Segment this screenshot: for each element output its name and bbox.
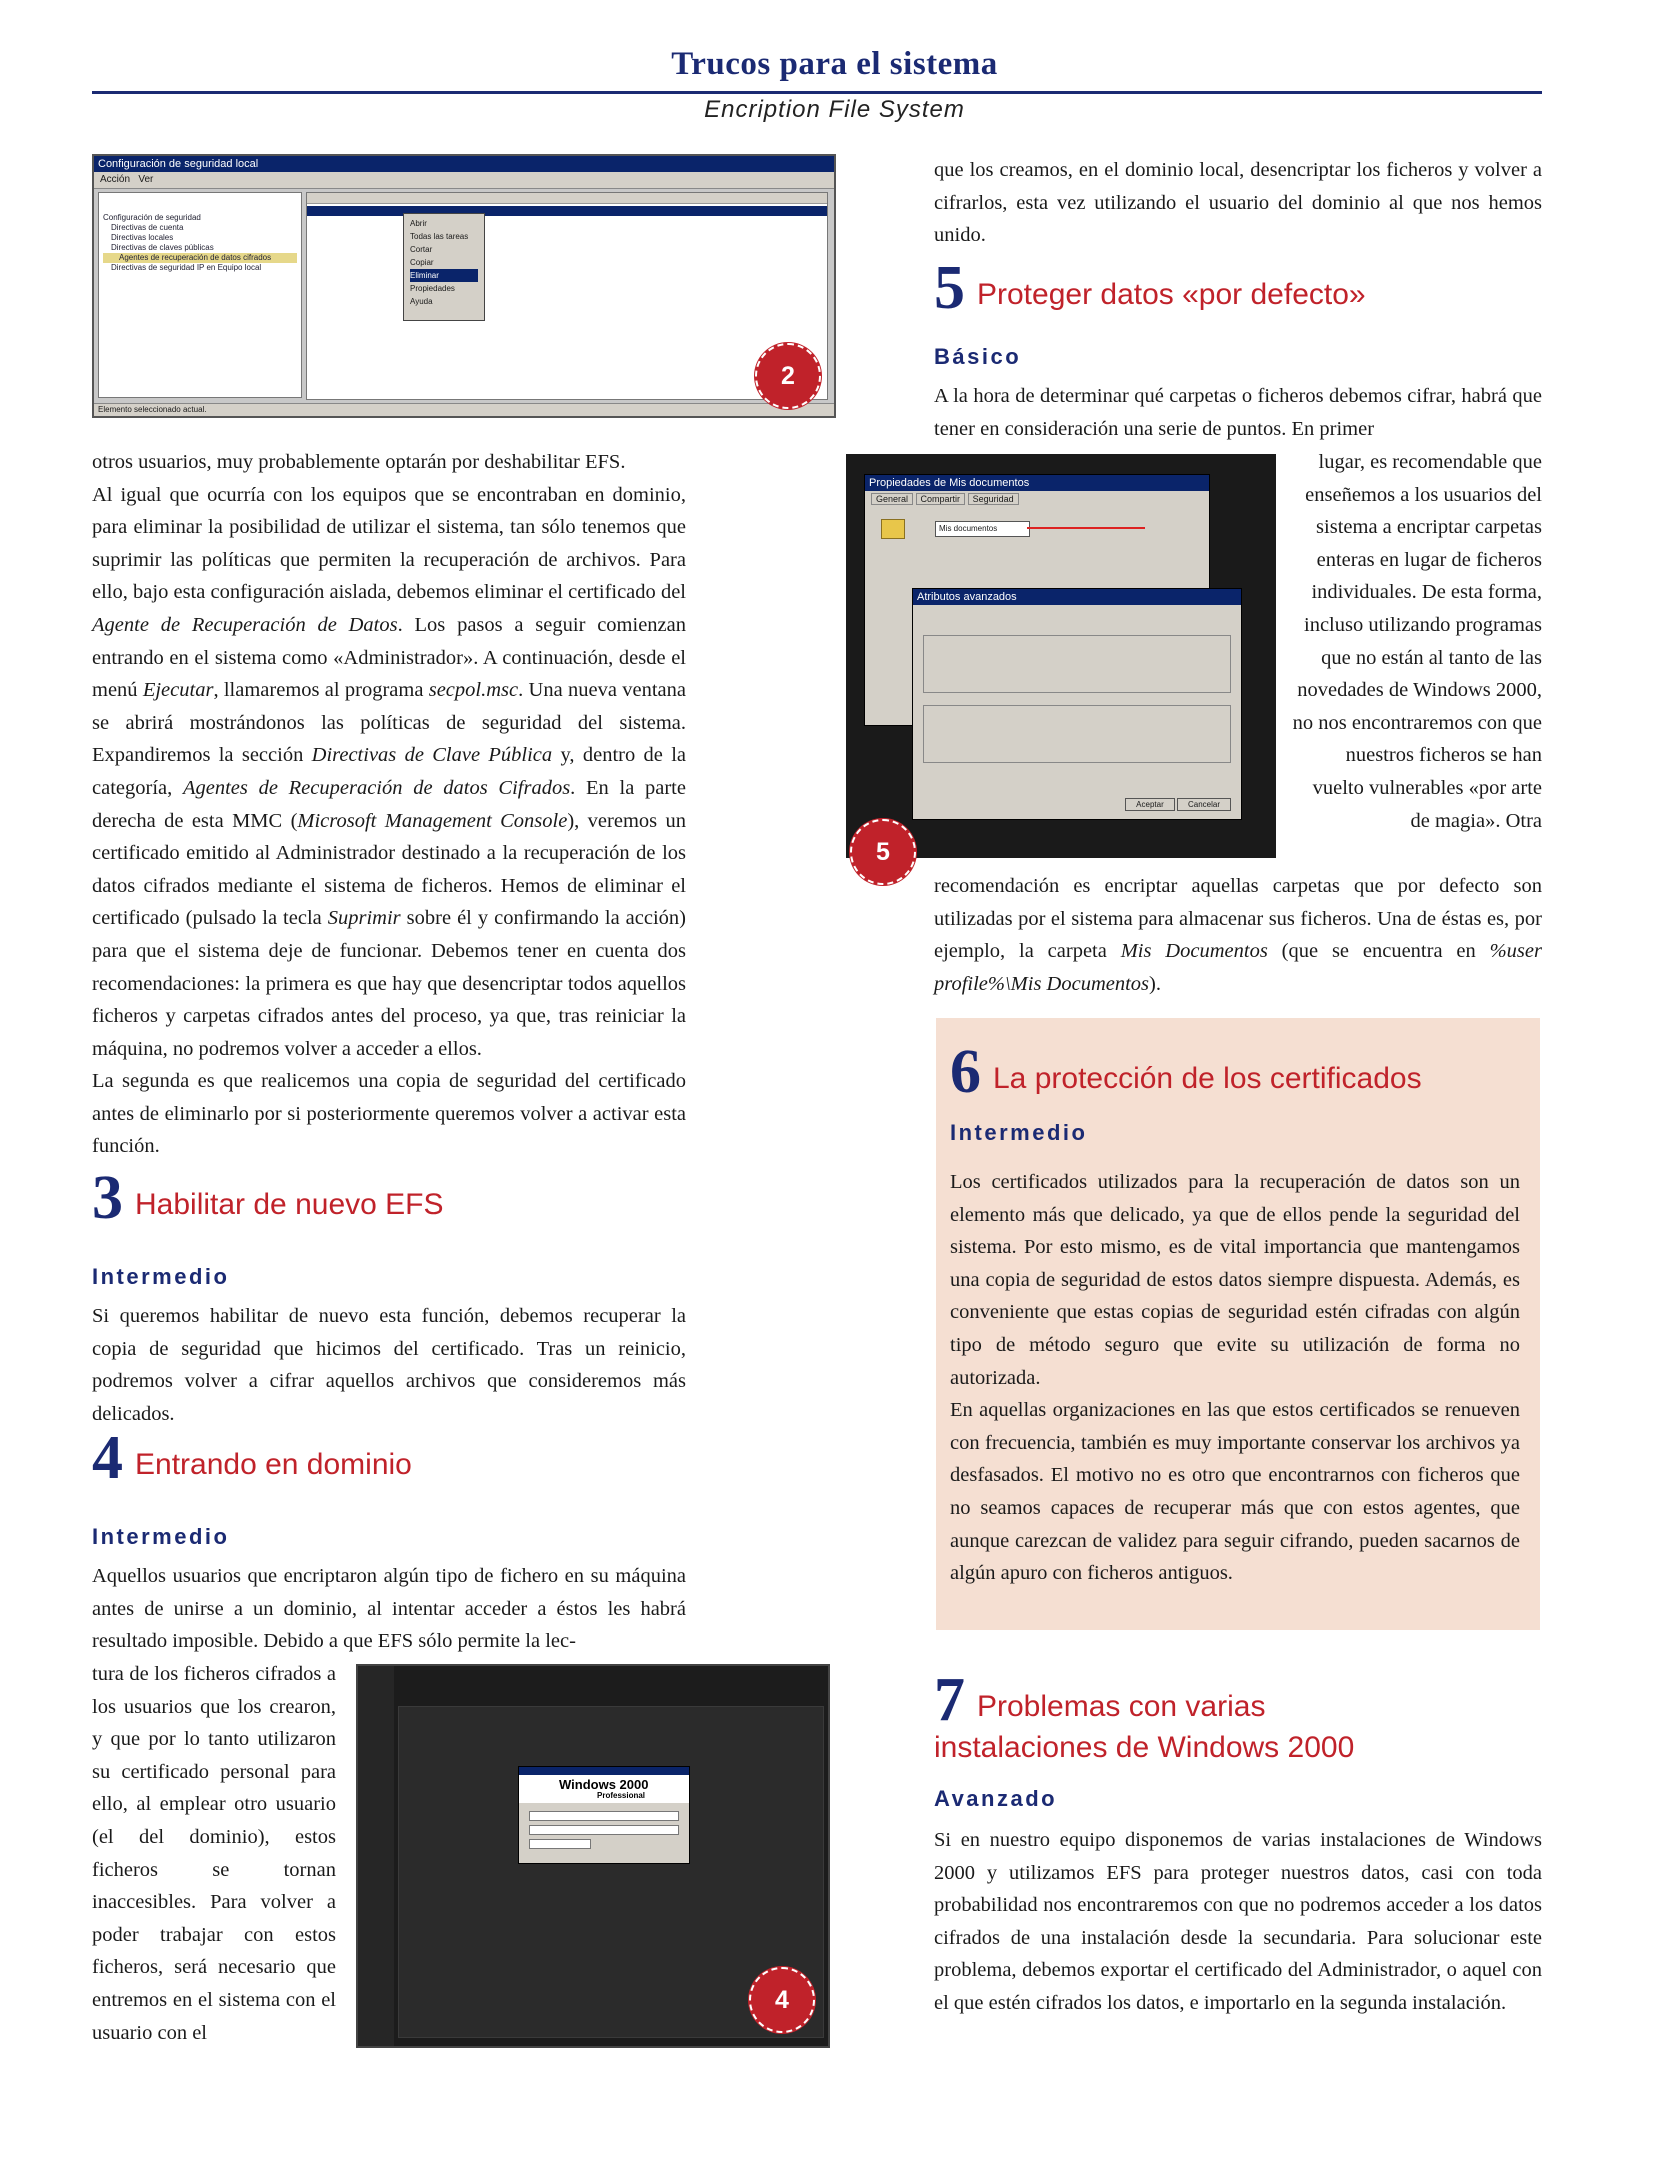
fig2-tree-item: Agentes de recuperación de datos cifrados bbox=[103, 253, 297, 263]
running-header-title: Trucos para el sistema bbox=[671, 46, 998, 82]
right-paragraph-top: que los creamos, en el dominio local, desencriptar los ficheros y volver a cifrarlos, esta vez utilizando el usuario del dominio al que nos hemos unido. bbox=[934, 159, 1542, 247]
running-header-subtitle: Encription File System bbox=[704, 96, 965, 123]
fig5-subdialog-title: Atributos avanzados bbox=[913, 589, 1241, 605]
fig2-menu-action: Acción bbox=[100, 174, 131, 185]
fig4-login-dialog bbox=[518, 1766, 690, 1864]
left-paragraph-3: La segunda es que realicemos una copia de seguridad del certificado antes de eliminarlo por si posteriormente queremos volver a activar esta función. bbox=[92, 1070, 686, 1158]
figure-5-screenshot bbox=[846, 454, 1276, 858]
section-5-body-a: A la hora de determinar qué carpetas o ficheros debemos cifrar, habrá que tener en consideración una serie de puntos. En primer bbox=[934, 385, 1542, 440]
section-4-level: Intermedio bbox=[92, 1524, 230, 1549]
fig2-tree-item: Directivas de seguridad IP en Equipo local bbox=[111, 263, 262, 272]
section-7-heading: 7 Problemas con varias instalaciones de Windows 2000 bbox=[934, 1670, 1542, 1766]
fig5-tab: Seguridad bbox=[968, 493, 1019, 505]
section-6-paragraph-1: Los certificados utilizados para la recuperación de datos son un elemento más que delicado, ya que de ellos pende la seguridad del sistema. Por esto mismo, es de vital importancia que mantengamos una copia de seguridad de estos datos siempre dispuesta. Además, es conveniente que estas copias de seguridad estén cifradas con algún tipo de método seguro que evite su utilización de forma no autorizada. bbox=[950, 1171, 1520, 1389]
section-6-number: 6 bbox=[950, 1038, 981, 1106]
fig5-folder-name: Mis documentos bbox=[935, 521, 1030, 537]
section-7-number: 7 bbox=[934, 1666, 965, 1734]
section-7-heading-line-2: instalaciones de Windows 2000 bbox=[934, 1731, 1355, 1764]
section-4-body-b: tura de los ficheros cifrados a los usuarios que los crearon, y que por lo tanto utilizaron su certificado personal para ello, al emplear otro usuario (el del dominio), estos ficheros se tornan inaccesibles. Para volver a poder trabajar con estos ficheros, será necesario que entremos en el sistema con el usuario con el bbox=[92, 1663, 336, 2044]
section-3-level: Intermedio bbox=[92, 1264, 230, 1289]
fig5-cancel-button: Cancelar bbox=[1177, 798, 1231, 811]
section-3-heading: 3 Habilitar de nuevo EFS bbox=[92, 1164, 444, 1232]
fig2-menu-item: Abrir bbox=[410, 219, 427, 228]
fig5-dialog-title: Propiedades de Mis documentos bbox=[865, 475, 1209, 491]
fig5-tab: Compartir bbox=[916, 493, 966, 505]
fig2-menu-view: Ver bbox=[138, 174, 154, 185]
figure-5-badge: 5 bbox=[850, 819, 916, 885]
section-5-body-b: lugar, es recomendable que enseñemos a los usuarios del sistema a encriptar carpetas enteras en lugar de ficheros individuales. De esta forma, incluso utilizando programas que no están al tanto de las novedades de Windows 2000, no nos encontraremos con que nuestros ficheros se han vuelto vulnerables «por arte de magia». Otra bbox=[1292, 451, 1542, 832]
fig2-tree-item: Directivas de cuenta bbox=[111, 223, 184, 232]
section-3-number: 3 bbox=[92, 1164, 123, 1232]
left-paragraph-2: Al igual que ocurría con los equipos que se encontraban en dominio, para eliminar la posibilidad de utilizar el sistema, tan sólo tenemos que suprimir las políticas que permiten la recuperación de archivos. Para ello, bajo esta configuración aislada, debemos eliminar el certificado del Agente de Recuperación de Datos. Los pasos a seguir comienzan entrando en el sistema como «Administrador». A continuación, desde el menú Ejecutar, llamaremos al programa secpol.msc. Una nueva ventana se abrirá mostrándonos las políticas de seguridad del sistema. Expandiremos la sección Directivas de Clave Pública y, dentro de la categoría, Agentes de Recuperación de datos Cifrados. En la parte derecha de esta MMC (Microsoft Management Console), veremos un certificado emitido al Administrador destinado a la recuperación de los datos cifrados mediante el sistema de ficheros. Hemos de eliminar el certificado (pulsado la tecla Suprimir sobre él y confirmando la acción) para que el sistema deje de funcionar. Debemos tener en cuenta dos recomendaciones: la primera es que hay que desencriptar todos aquellos ficheros y carpetas cifrados antes del proceso, ya que, tras reiniciar la máquina, no podremos volver a acceder a ellos. bbox=[92, 483, 687, 1060]
fig2-context-menu bbox=[403, 213, 485, 321]
folder-icon bbox=[881, 519, 905, 539]
section-4-heading: 4 Entrando en dominio bbox=[92, 1424, 412, 1492]
section-6-heading: 6 La protección de los certificados bbox=[950, 1038, 1422, 1106]
section-5-heading: 5 Proteger datos «por defecto» bbox=[934, 254, 1366, 322]
section-6-level: Intermedio bbox=[950, 1120, 1088, 1145]
section-4-number: 4 bbox=[92, 1424, 123, 1492]
fig5-advanced-dialog bbox=[912, 588, 1242, 820]
section-6-paragraph-2: En aquellas organizaciones en las que estos certificados se renueven con frecuencia, también es muy importante conservar los archivos ya desfasados. El motivo no es otro que encontrarnos con ficheros que no seamos capaces de recuperar más que con estos agentes, que aunque carezcan de validez para seguir cifrando, pueden sacarnos de algún apuro con ficheros antiguos. bbox=[950, 1399, 1520, 1585]
fig5-tab: General bbox=[871, 493, 913, 505]
section-5-level: Básico bbox=[934, 344, 1022, 369]
section-7-level: Avanzado bbox=[934, 1786, 1058, 1811]
header-rule bbox=[92, 91, 1542, 94]
fig2-menu-item: Ayuda bbox=[410, 297, 433, 306]
fig2-tree-item: Directivas locales bbox=[111, 233, 174, 242]
fig2-menu-item: Propiedades bbox=[410, 284, 455, 293]
fig2-tree-item: Directivas de claves públicas bbox=[111, 243, 214, 252]
fig2-status-bar: Elemento seleccionado actual. bbox=[94, 403, 836, 416]
section-5-body-c: recomendación es encriptar aquellas carpetas que por defecto son utilizadas por el sistema para almacenar sus ficheros. Una de éstas es, por ejemplo, la carpeta Mis Documentos (que se encuentra en %user profile%\Mis Documentos). bbox=[934, 875, 1542, 995]
fig2-tree-item: Configuración de seguridad bbox=[103, 213, 201, 222]
left-paragraph-1: otros usuarios, muy probablemente optarán por deshabilitar EFS. bbox=[92, 451, 626, 473]
fig2-menu-item: Copiar bbox=[410, 258, 434, 267]
fig4-windows-logo: Windows 2000 bbox=[559, 1777, 649, 1792]
fig5-ok-button: Aceptar bbox=[1125, 798, 1175, 811]
section-4-body-a: Aquellos usuarios que encriptaron algún tipo de fichero en su máquina antes de unirse a un dominio, al intentar acceder a éstos les habrá resultado imposible. Debido a que EFS sólo permite la lec- bbox=[92, 1565, 686, 1653]
fig2-menu-item: Todas las tareas bbox=[410, 232, 469, 241]
section-5-number: 5 bbox=[934, 254, 965, 322]
fig2-menu-item: Eliminar bbox=[410, 269, 478, 282]
fig2-menu-item: Cortar bbox=[410, 245, 433, 254]
fig2-window-title: Configuración de seguridad local bbox=[94, 156, 834, 172]
figure-4-badge: 4 bbox=[749, 1967, 815, 2033]
section-3-body: Si queremos habilitar de nuevo esta función, debemos recuperar la copia de seguridad que hicimos del certificado. Tras un reinicio, podremos volver a cifrar aquellos archivos que consideremos más delicados. bbox=[92, 1305, 686, 1425]
figure-2-screenshot bbox=[92, 154, 836, 418]
fig4-windows-edition: Professional bbox=[597, 1791, 646, 1800]
section-7-body: Si en nuestro equipo disponemos de varias instalaciones de Windows 2000 y utilizamos EFS para proteger nuestros datos, casi con toda probabilidad nos encontraremos con que no podremos acceder a los datos cifrados de una instalación desde la secundaria. Para solucionar este problema, debemos exportar el certificado del Administrador, o aquel con el que estén cifrados los datos, e importarlo en la segunda instalación. bbox=[934, 1829, 1542, 2014]
figure-2-badge: 2 bbox=[755, 343, 821, 409]
